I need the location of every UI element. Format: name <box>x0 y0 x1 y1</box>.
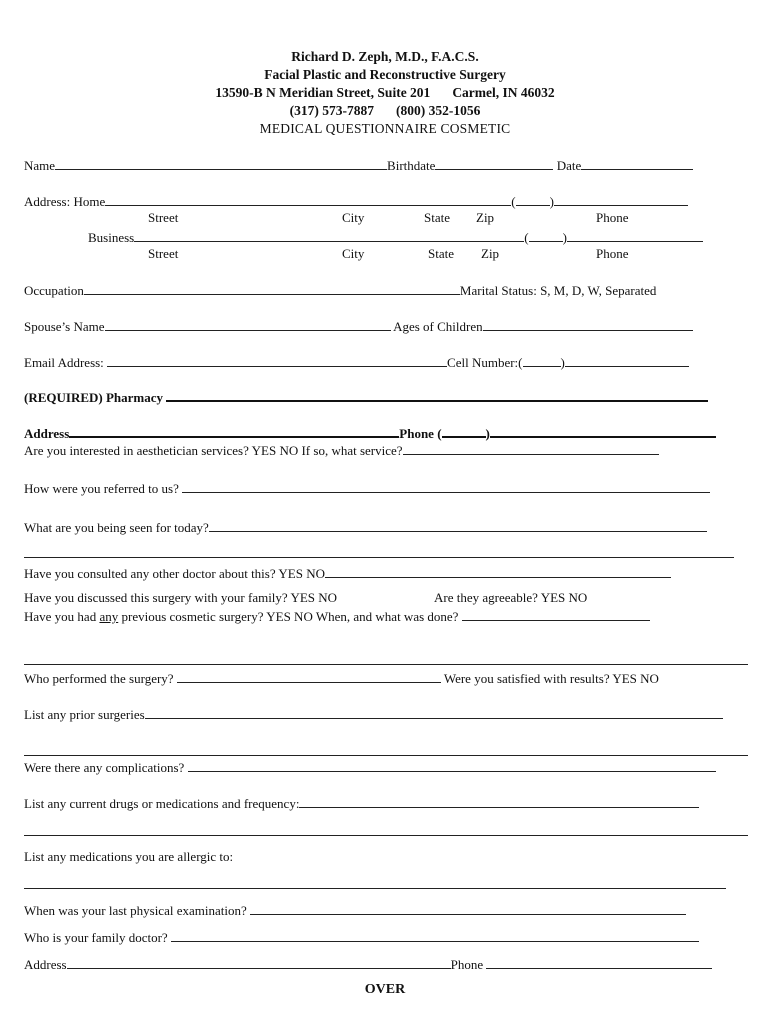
business-city-caption: City <box>342 246 365 261</box>
doctor-address-label: Address <box>24 957 67 972</box>
current-drugs-field[interactable] <box>299 795 699 808</box>
spouse-field[interactable] <box>105 318 391 331</box>
complications-row <box>24 759 746 776</box>
doctor-phone-field[interactable] <box>486 956 712 969</box>
business-address-field[interactable] <box>134 229 524 242</box>
name-field[interactable] <box>55 157 387 170</box>
last-physical-field[interactable] <box>250 902 686 915</box>
seen-for-question: What are you being seen for today? <box>24 520 209 535</box>
date-field[interactable] <box>581 157 693 170</box>
prior-surgeries-line-2[interactable] <box>24 755 748 756</box>
doctor-phone-label: Phone <box>450 957 487 972</box>
seen-for-field[interactable] <box>209 519 707 532</box>
allergic-row <box>24 849 746 865</box>
email-label: Email Address: <box>24 355 108 370</box>
referred-question: How were you referred to us? <box>24 481 183 496</box>
current-drugs-label: List any current drugs or medications and frequency: <box>24 796 300 811</box>
spouse-row <box>24 318 746 335</box>
birthdate-field[interactable] <box>435 157 553 170</box>
over-indicator: OVER <box>364 982 406 997</box>
prior-surgeries-row <box>24 706 746 723</box>
last-physical-row <box>24 902 746 919</box>
previous-surgery-field[interactable] <box>462 608 650 621</box>
who-performed-question: Who performed the surgery? <box>24 671 177 686</box>
complications-field[interactable] <box>188 759 716 772</box>
discussed-question: Have you discussed this surgery with your family? YES NO <box>24 590 338 605</box>
agreeable-question: Are they agreeable? YES NO <box>434 590 588 605</box>
family-doctor-row <box>24 929 746 946</box>
complications-question: Were there any complications? <box>24 760 188 775</box>
practice-name: Facial Plastic and Reconstructive Surgery <box>264 67 506 82</box>
cell-label: Cell Number:( <box>447 355 523 370</box>
email-field[interactable] <box>107 354 447 367</box>
doctor-name: Richard D. Zeph, M.D., F.A.C.S. <box>291 49 479 64</box>
current-drugs-line-2[interactable] <box>24 835 748 836</box>
home-street-caption: Street <box>148 210 179 225</box>
prior-surgeries-field[interactable] <box>145 706 723 719</box>
business-state-caption: State <box>428 246 454 261</box>
letterhead <box>0 48 770 138</box>
satisfied-question: Were you satisfied with results? YES NO <box>440 671 659 686</box>
aesthetician-field[interactable] <box>403 442 659 455</box>
home-state-caption: State <box>424 210 450 225</box>
previous-surgery-line-2[interactable] <box>24 664 748 665</box>
previous-surgery-row: Have you had any previous cosmetic surgery? YES NO When, and what was done? <box>24 608 746 625</box>
name-label: Name <box>24 158 56 173</box>
birthdate-label: Birthdate <box>387 158 436 173</box>
home-address-label: Address: Home <box>24 194 106 209</box>
business-street-caption: Street <box>148 246 179 261</box>
business-label: Business <box>88 230 135 245</box>
pharmacy-label: (REQUIRED) Pharmacy <box>24 390 167 405</box>
doctor-address-field[interactable] <box>67 956 451 969</box>
pharmacy-phone-label: Phone ( <box>399 426 442 441</box>
practice-phones: (317) 573-7887 (800) 352-1056 <box>289 103 481 118</box>
form-title: MEDICAL QUESTIONNAIRE COSMETIC <box>259 121 511 136</box>
cell-number-field[interactable] <box>565 354 689 367</box>
ages-children-field[interactable] <box>483 318 693 331</box>
seen-for-row <box>24 519 746 536</box>
pharmacy-address-row: Address Phone ( ) <box>24 424 746 442</box>
pharmacy-field[interactable] <box>166 388 708 402</box>
referred-field[interactable] <box>182 480 710 493</box>
aesthetician-question: Are you interested in aesthetician services? YES NO If so, what service? <box>24 443 403 458</box>
pharmacy-address-field[interactable] <box>69 424 399 438</box>
practice-address: 13590-B N Meridian Street, Suite 201 Carmel, IN 46032 <box>215 85 555 100</box>
who-performed-field[interactable] <box>177 670 441 683</box>
pharmacy-address-label: Address <box>24 426 70 441</box>
family-doctor-field[interactable] <box>171 929 699 942</box>
spouse-label: Spouse’s Name <box>24 319 105 334</box>
business-phone-caption: Phone <box>596 246 629 261</box>
home-city-caption: City <box>342 210 365 225</box>
cell-area-code-field[interactable] <box>523 354 561 367</box>
discussed-row <box>24 590 746 606</box>
allergic-label: List any medications you are allergic to: <box>24 849 234 864</box>
family-doctor-question: Who is your family doctor? <box>24 930 171 945</box>
pharmacy-row <box>24 388 746 406</box>
occupation-label: Occupation <box>24 283 84 298</box>
business-zip-caption: Zip <box>481 246 500 261</box>
business-address-row: Business ( ) <box>88 229 746 246</box>
consulted-field[interactable] <box>325 565 671 578</box>
home-address-field[interactable] <box>105 193 511 206</box>
name-row <box>24 157 746 174</box>
aesthetician-row <box>24 442 746 459</box>
ages-children-label: Ages of Children <box>393 319 483 334</box>
home-phone-caption: Phone <box>596 210 629 225</box>
marital-status-label: Marital Status: S, M, D, W, Separated <box>459 283 657 298</box>
current-drugs-row <box>24 795 746 812</box>
doctor-address-row <box>24 956 746 973</box>
referred-row <box>24 480 746 497</box>
occupation-field[interactable] <box>84 282 460 295</box>
seen-for-line-2[interactable] <box>24 557 734 558</box>
pharmacy-phone-field[interactable] <box>490 424 716 438</box>
email-row: Email Address: Cell Number:( ) <box>24 354 746 371</box>
allergic-field[interactable] <box>24 888 726 889</box>
home-phone-field[interactable] <box>554 193 688 206</box>
previous-surgery-question: previous cosmetic surgery? YES NO When, and what was done? <box>118 609 462 624</box>
business-area-code-field[interactable] <box>529 229 563 242</box>
consulted-question: Have you consulted any other doctor about this? YES NO <box>24 566 325 581</box>
occupation-row <box>24 282 746 299</box>
prior-surgeries-label: List any prior surgeries <box>24 707 145 722</box>
home-area-code-field[interactable] <box>516 193 550 206</box>
consulted-row <box>24 565 746 582</box>
pharmacy-area-code-field[interactable] <box>442 424 486 438</box>
home-address-row: Address: Home ( ) <box>24 193 746 210</box>
home-zip-caption: Zip <box>476 210 495 225</box>
last-physical-question: When was your last physical examination? <box>24 903 250 918</box>
business-phone-field[interactable] <box>567 229 703 242</box>
date-label: Date <box>556 158 582 173</box>
who-performed-row <box>24 670 746 687</box>
